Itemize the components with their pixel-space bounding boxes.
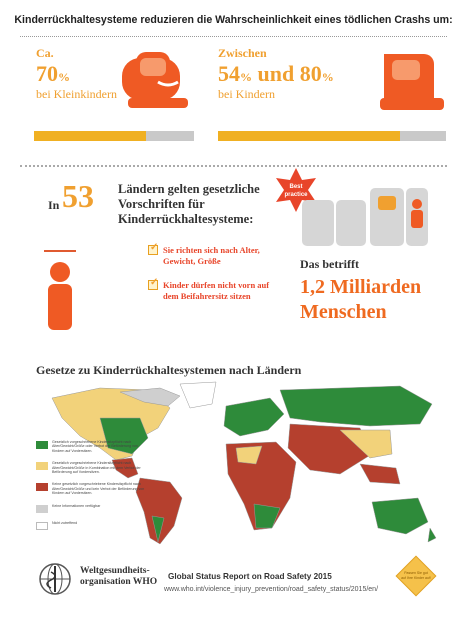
laws-count: 53 bbox=[62, 178, 94, 214]
legend-swatch bbox=[36, 505, 48, 513]
stat-infants-suffix: bei Kleinkindern bbox=[36, 87, 117, 101]
stat-children-prefix: Zwischen bbox=[218, 46, 267, 60]
region-europe bbox=[224, 398, 284, 436]
check-item: ✓ Kinder dürfen nicht vorn auf dem Beifahrersitz sitzen bbox=[163, 280, 273, 302]
legend-item: Keine gesetzlich vorgeschriebene Kindersitzpflicht nach Alter/Gewicht/Größe und kein Verbot der Beförderung von Kindern auf Vordersitzen. bbox=[36, 482, 146, 495]
region-asia bbox=[280, 386, 432, 426]
stat-infants bbox=[36, 46, 117, 102]
svg-text:auf Ihre Kinder auf!: auf Ihre Kinder auf! bbox=[401, 576, 431, 580]
svg-text:practice: practice bbox=[284, 192, 308, 198]
page-title: Kinderrückhaltesysteme reduzieren die Wahrscheinlichkeit eines tödlichen Crashs um: bbox=[14, 14, 453, 26]
check-icon bbox=[148, 280, 158, 290]
badge-icon bbox=[394, 554, 438, 603]
stat-infants-prefix: Ca. bbox=[36, 46, 54, 60]
seat-row-icon bbox=[302, 188, 428, 246]
stat-infants-value: 70% bbox=[36, 61, 70, 86]
check-icon bbox=[148, 245, 158, 255]
region-australia bbox=[372, 498, 428, 534]
impact-label: Das betrifft bbox=[300, 257, 359, 271]
stat-children-bar-fill bbox=[218, 131, 400, 141]
stat-infants-bar-fill bbox=[34, 131, 146, 141]
map-legend bbox=[36, 440, 146, 538]
impact-value: 1,2 Milliarden Menschen bbox=[300, 276, 422, 323]
who-org-name: Weltgesundheits- organisation WHO bbox=[80, 566, 158, 587]
who-logo-icon bbox=[38, 562, 72, 601]
legend-swatch bbox=[36, 462, 48, 470]
legend-item: Nicht zutreffend bbox=[36, 521, 146, 530]
stat-children-value: 54% und 80% bbox=[218, 61, 334, 86]
car-seat-booster-icon bbox=[376, 48, 448, 118]
laws-prefix: In bbox=[48, 198, 60, 212]
stat-children-bar bbox=[218, 131, 446, 141]
map-title: Gesetze zu Kinderrückhaltesystemen nach Ländern bbox=[36, 363, 302, 377]
child-figure-icon bbox=[40, 250, 80, 345]
best-practice-star-icon bbox=[274, 166, 444, 259]
stat-children bbox=[218, 46, 334, 102]
badge-text: Passen Sie gut bbox=[404, 571, 428, 575]
check-item: ✓ Sie richten sich nach Alter, Gewicht, Größe bbox=[163, 245, 273, 267]
report-link[interactable]: www.who.int/violence_injury_prevention/road_safety_status/2015/en/ bbox=[164, 586, 379, 593]
stat-children-suffix: bei Kindern bbox=[218, 87, 275, 101]
laws-text: Ländern gelten gesetzliche Vorschriften für Kinderrückhaltesysteme: bbox=[118, 182, 260, 226]
header-divider bbox=[20, 36, 447, 37]
car-seat-icon bbox=[118, 48, 198, 118]
legend-swatch bbox=[36, 441, 48, 449]
best-practice-label: Best bbox=[289, 184, 303, 190]
stat-infants-bar bbox=[34, 131, 194, 141]
legend-item: Gesetzlich vorgeschriebene Kindersitzpflicht nach Alter/Gewicht/Größe oder Verbot der Beförderung von Kindern auf Vordersitzen. bbox=[36, 440, 146, 453]
report-title: Global Status Report on Road Safety 2015 bbox=[168, 572, 332, 581]
legend-swatch bbox=[36, 522, 48, 530]
legend-swatch bbox=[36, 483, 48, 491]
legend-item: Gesetzlich vorgeschriebene Kindersitzpflicht nach Alter/Gewicht/Größe in Kombination mit dem Verbot der Beförderung auf Vordersitzen. bbox=[36, 461, 146, 474]
legend-item: Keine Informationen verfügbar bbox=[36, 504, 146, 513]
